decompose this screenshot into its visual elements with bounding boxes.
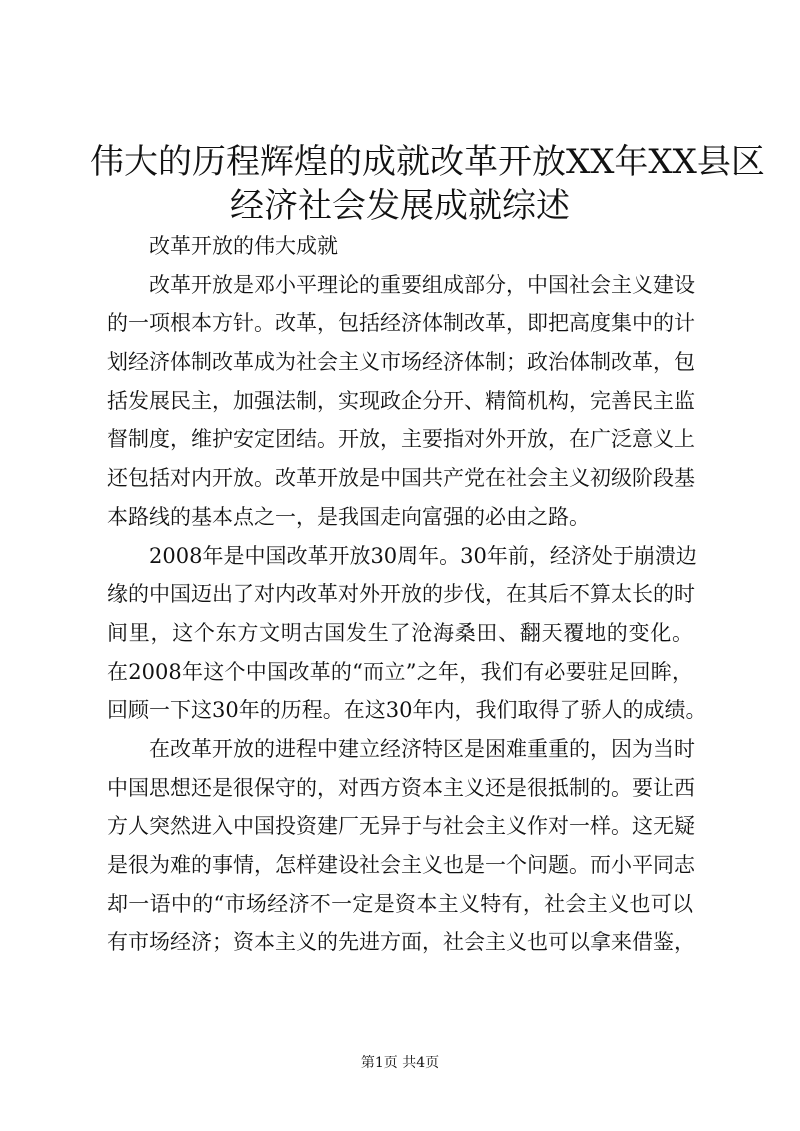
paragraph-line: 改革开放是邓小平理论的重要组成部分，中国社会主义建设 xyxy=(149,272,695,297)
paragraph-line: 回顾一下这30年的历程。在这30年内，我们取得了骄人的成绩。 xyxy=(107,698,707,723)
paragraph-line: 在改革开放的进程中建立经济特区是困难重重的，因为当时 xyxy=(149,736,695,761)
paragraph-line: 划经济体制改革成为社会主义市场经济体制；政治体制改革，包 xyxy=(107,350,695,375)
paragraph-line: 括发展民主，加强法制，实现政企分开、精简机构，完善民主监 xyxy=(107,388,695,413)
paragraph-line: 是很为难的事情，怎样建设社会主义也是一个问题。而小平同志 xyxy=(107,853,695,877)
paragraph-line: 却一语中的“市场经济不一定是资本主义特有，社会主义也可以 xyxy=(107,891,693,916)
section-heading: 改革开放的伟大成就 xyxy=(149,234,338,258)
paragraph-line: 2008年是中国改革开放30周年。30年前，经济处于崩溃边 xyxy=(149,543,697,568)
paragraph-line: 方人突然进入中国投资建厂无异于与社会主义作对一样。这无疑 xyxy=(107,814,695,839)
paragraph-line: 在2008年这个中国改革的“而立”之年，我们有必要驻足回眸， xyxy=(107,659,693,684)
paragraph-line: 本路线的基本点之一，是我国走向富强的必由之路。 xyxy=(107,504,590,529)
paragraph-line: 间里，这个东方文明古国发生了沧海桑田、翻天覆地的变化。 xyxy=(107,620,693,645)
document-body xyxy=(107,227,707,962)
paragraph-line: 督制度，维护安定团结。开放，主要指对外开放，在广泛意义上 xyxy=(107,427,695,452)
page-footer: 第1页 共4页 xyxy=(360,1055,440,1071)
paragraph-line: 有市场经济；资本主义的先进方面，社会主义也可以拿来借鉴， xyxy=(107,930,695,955)
paragraph-line: 还包括对内开放。改革开放是中国共产党在社会主义初级阶段基 xyxy=(107,466,695,491)
document-title-line-1: 伟大的历程辉煌的成就改革开放XX年XX县区 xyxy=(90,142,765,182)
paragraph-line: 中国思想还是很保守的，对西方资本主义还是很抵制的。要让西 xyxy=(107,775,695,800)
document-title-line-2: 经济社会发展成就综述 xyxy=(230,186,570,226)
paragraph-line: 的一项根本方针。改革，包括经济体制改革，即把高度集中的计 xyxy=(107,311,695,336)
paragraph-line: 缘的中国迈出了对内改革对外开放的步伐，在其后不算太长的时 xyxy=(107,582,695,607)
